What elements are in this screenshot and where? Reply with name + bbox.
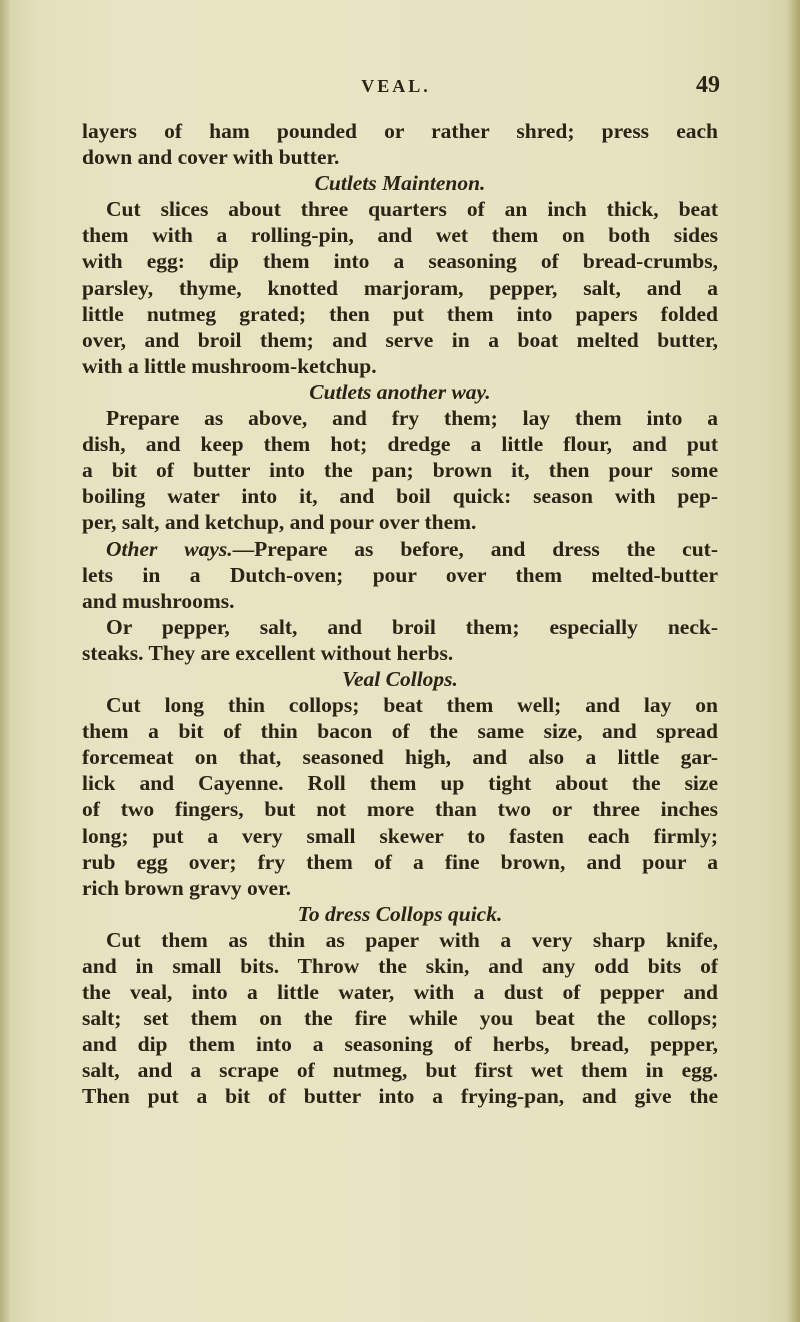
text-line: per, salt, and ketchup, and pour over them. bbox=[82, 510, 477, 535]
text-line: little nutmeg grated; then put them into papers folded bbox=[82, 301, 718, 326]
page-edge-right bbox=[786, 0, 800, 1322]
text-line: Cut long thin collops; beat them well; and lay on bbox=[106, 693, 718, 718]
text-line: Prepare as above, and fry them; lay them into a bbox=[106, 406, 718, 431]
text-line: with a little mushroom-ketchup. bbox=[82, 353, 377, 378]
text-line: them with a rolling-pin, and wet them on both sides bbox=[82, 223, 718, 248]
page-header bbox=[72, 72, 720, 106]
text-line: long; put a very small skewer to fasten each firmly; bbox=[82, 823, 718, 848]
text-line: a bit of butter into the pan; brown it, then pour some bbox=[82, 458, 718, 483]
text-line: boiling water into it, and boil quick: season with pep- bbox=[82, 484, 718, 509]
text-line: Or pepper, salt, and broil them; especially neck- bbox=[106, 614, 718, 639]
text-line: over, and broil them; and serve in a boat melted butter, bbox=[82, 327, 718, 352]
text-span: —Prepare as before, and dress the cut- bbox=[232, 536, 718, 561]
section-heading: Veal Collops. bbox=[342, 666, 458, 691]
section-heading: To dress Collops quick. bbox=[297, 901, 503, 926]
page-body bbox=[82, 118, 718, 1110]
text-line: salt, and a scrape of nutmeg, but first wet them in egg. bbox=[82, 1058, 718, 1083]
inline-heading: Other ways. bbox=[106, 536, 233, 561]
text-line: with egg: dip them into a seasoning of bread-crumbs, bbox=[82, 249, 718, 274]
text-line: Cut slices about three quarters of an inch thick, beat bbox=[106, 197, 718, 222]
text-line: rich brown gravy over. bbox=[82, 875, 292, 900]
text-line: Then put a bit of butter into a frying-pan, and give the bbox=[82, 1084, 718, 1109]
text-line: steaks. They are excellent without herbs. bbox=[82, 640, 454, 665]
section-heading: Cutlets another way. bbox=[309, 379, 491, 404]
text-line: layers of ham pounded or rather shred; press each bbox=[82, 119, 718, 143]
text-line: them a bit of thin bacon of the same size, and spread bbox=[82, 719, 718, 744]
page-number: 49 bbox=[696, 72, 720, 98]
text-line: and in small bits. Throw the skin, and any odd bits of bbox=[82, 954, 718, 978]
text-line: dish, and keep them hot; dredge a little flour, and put bbox=[82, 432, 718, 457]
text-line: down and cover with butter. bbox=[82, 145, 340, 170]
text-line: the veal, into a little water, with a dust of pepper and bbox=[82, 980, 718, 1005]
section-heading: Cutlets Maintenon. bbox=[314, 171, 486, 196]
text-line: forcemeat on that, seasoned high, and also a little gar- bbox=[82, 745, 718, 770]
text-line: salt; set them on the fire while you beat the collops; bbox=[82, 1006, 718, 1031]
text-line: of two fingers, but not more than two or three inches bbox=[82, 797, 718, 822]
page-gutter-left bbox=[0, 0, 10, 1322]
text-line: parsley, thyme, knotted marjoram, pepper, salt, and a bbox=[82, 275, 718, 300]
text-line: lets in a Dutch-oven; pour over them melted-butter bbox=[82, 562, 718, 587]
running-head: VEAL. bbox=[361, 76, 431, 96]
text-line: rub egg over; fry them of a fine brown, and pour a bbox=[82, 849, 718, 874]
text-line: and mushrooms. bbox=[82, 588, 235, 613]
text-line bbox=[82, 536, 718, 562]
text-line: Cut them as thin as paper with a very sharp knife, bbox=[106, 927, 718, 952]
text-line: and dip them into a seasoning of herbs, bread, pepper, bbox=[82, 1032, 718, 1057]
text-line: lick and Cayenne. Roll them up tight about the size bbox=[82, 771, 718, 796]
